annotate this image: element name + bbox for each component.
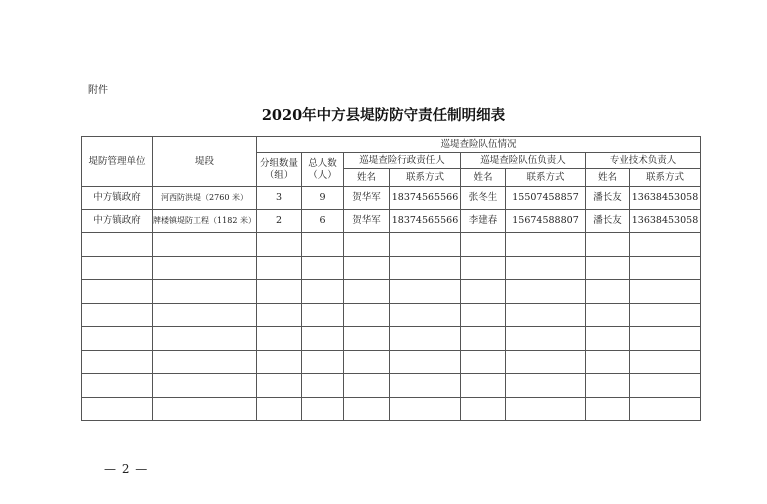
- empty-row: [82, 350, 701, 374]
- tech-phone-cell: 13638453058: [630, 187, 701, 210]
- header-tech-lead: 专业技术负责人: [586, 153, 701, 169]
- empty-row: [82, 280, 701, 304]
- table-row: [82, 187, 701, 210]
- empty-row: [82, 397, 701, 421]
- people-cell: 6: [302, 210, 344, 233]
- admin-name-cell: 贺华军: [344, 187, 390, 210]
- admin-phone-cell: 18374565566: [390, 187, 461, 210]
- header-admin-lead: 巡堤查险行政责任人: [344, 153, 461, 169]
- section-cell: 牌楼镇堤防工程（1182 米）: [153, 210, 257, 233]
- team-phone-cell: 15507458857: [506, 187, 586, 210]
- header-team-contact: 联系方式: [506, 169, 586, 187]
- header-section: 堤段: [153, 137, 257, 187]
- page-title: 2020年中方县堤防防守责任制明细表: [261, 107, 506, 124]
- table-row: [82, 210, 701, 233]
- empty-row: [82, 233, 701, 257]
- groups-cell: 2: [257, 210, 302, 233]
- groups-cell: 3: [257, 187, 302, 210]
- tech-name-cell: 潘长友: [586, 210, 630, 233]
- empty-row: [82, 327, 701, 351]
- empty-row: [82, 303, 701, 327]
- header-admin-name: 姓名: [344, 169, 390, 187]
- header-team-lead: 巡堤查险队伍负责人: [461, 153, 586, 169]
- attachment-label: 附件: [88, 85, 108, 96]
- team-name-cell: 李建春: [461, 210, 506, 233]
- unit-cell: 中方镇政府: [82, 187, 153, 210]
- unit-cell: 中方镇政府: [82, 210, 153, 233]
- header-group-count: 分组数量（组）: [257, 153, 302, 187]
- header-total-people: 总人数（人）: [302, 153, 344, 187]
- page-number: — 2 —: [104, 462, 149, 476]
- header-unit: 堤防管理单位: [82, 137, 153, 187]
- section-cell: 河西防洪堤（2760 米）: [153, 187, 257, 210]
- admin-name-cell: 贺华军: [344, 210, 390, 233]
- empty-row: [82, 256, 701, 280]
- header-admin-contact: 联系方式: [390, 169, 461, 187]
- header-tech-name: 姓名: [586, 169, 630, 187]
- header-tech-contact: 联系方式: [630, 169, 701, 187]
- header-team-name: 姓名: [461, 169, 506, 187]
- people-cell: 9: [302, 187, 344, 210]
- header-patrol-group: 巡堤查险队伍情况: [257, 137, 701, 153]
- team-phone-cell: 15674588807: [506, 210, 586, 233]
- responsibility-table: [81, 136, 701, 421]
- tech-name-cell: 潘长友: [586, 187, 630, 210]
- empty-row: [82, 374, 701, 398]
- admin-phone-cell: 18374565566: [390, 210, 461, 233]
- team-name-cell: 张冬生: [461, 187, 506, 210]
- tech-phone-cell: 13638453058: [630, 210, 701, 233]
